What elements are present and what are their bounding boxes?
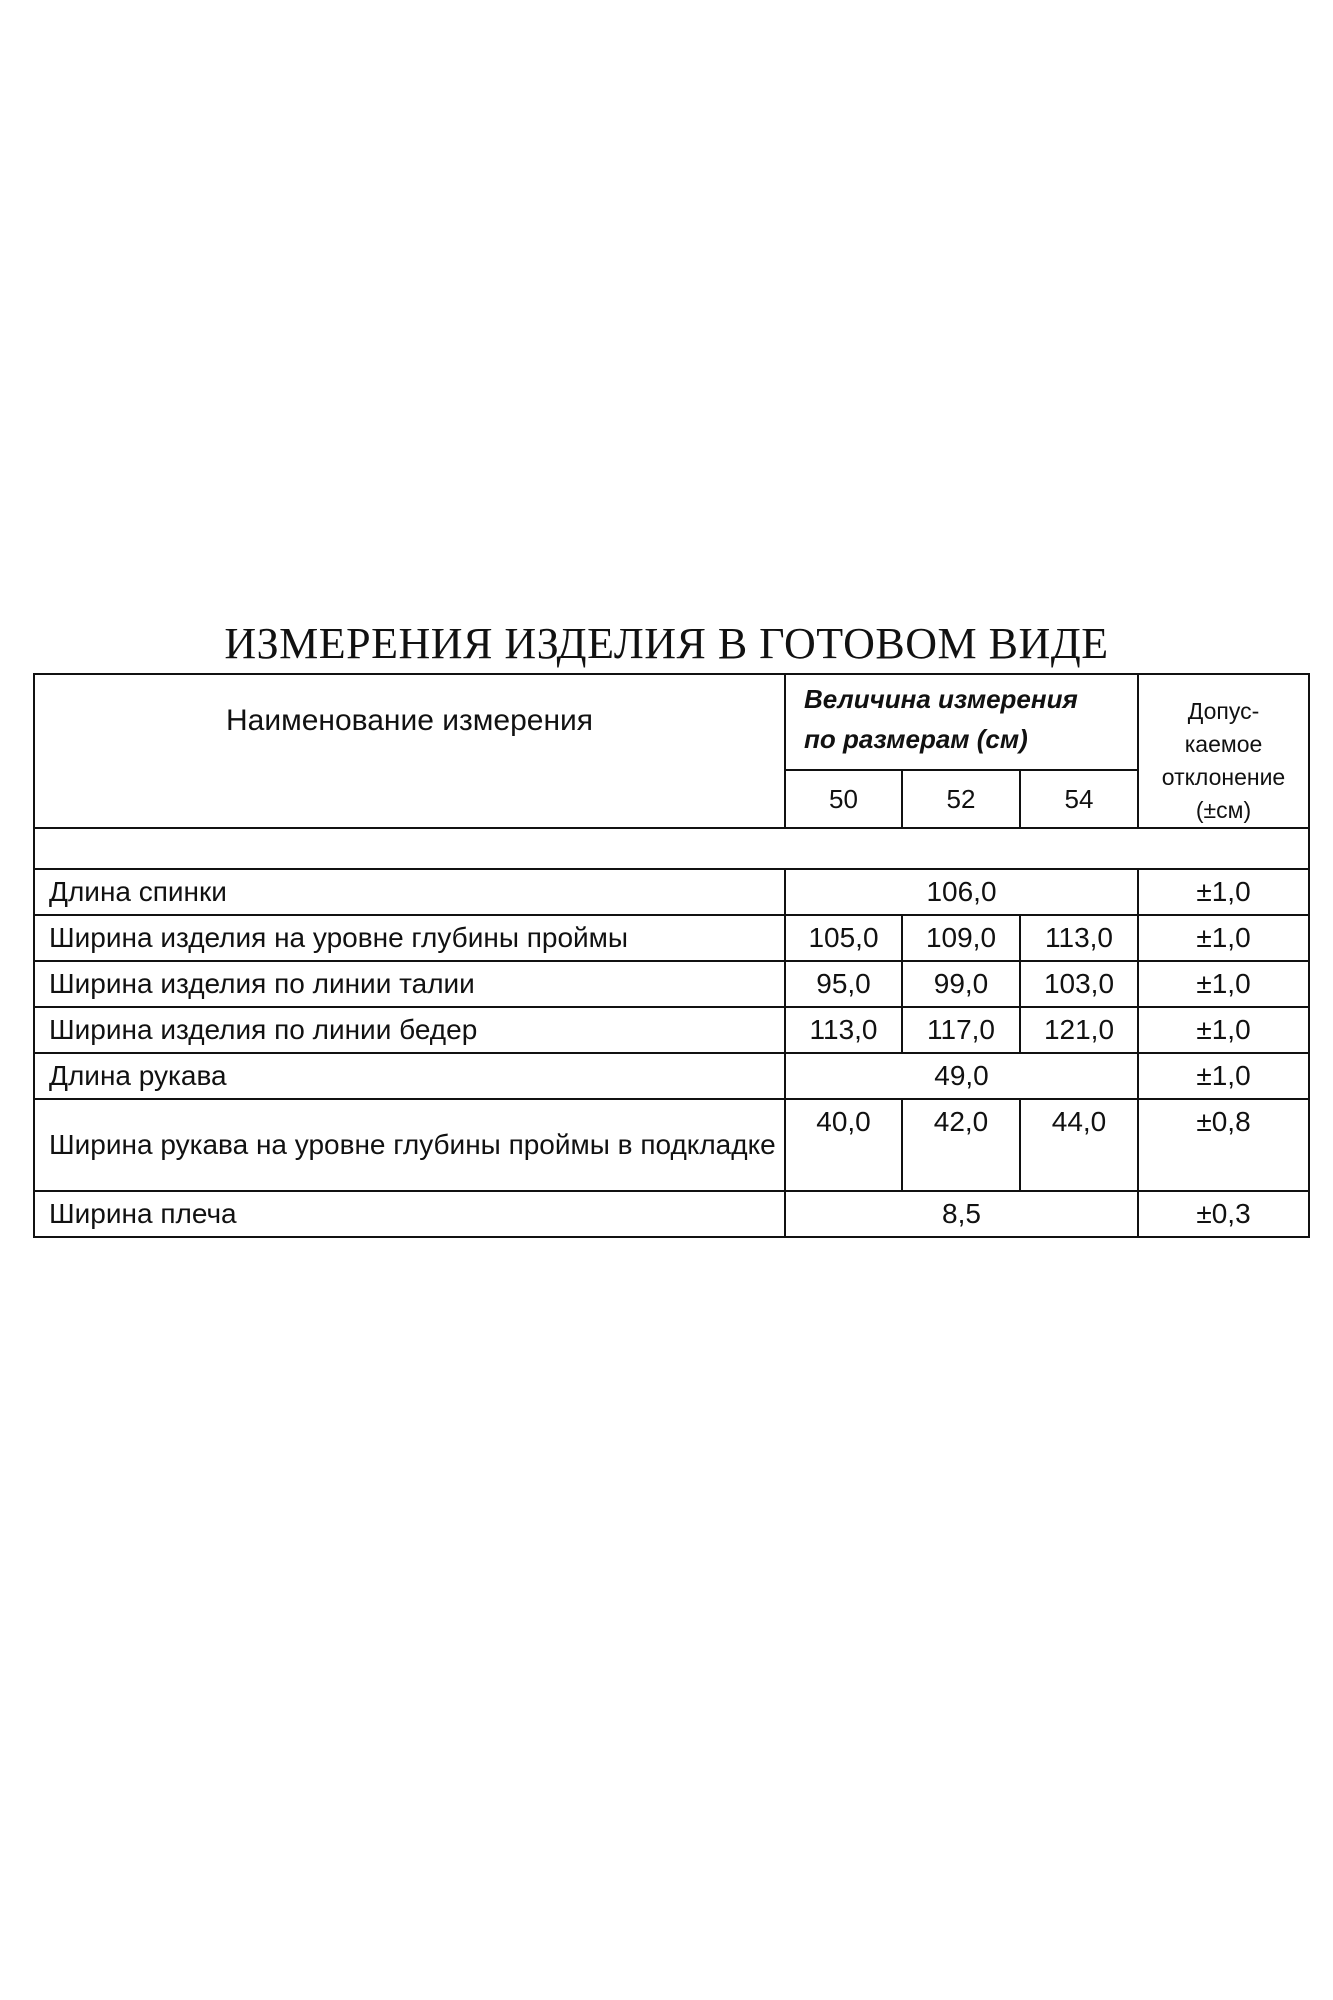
measurement-value-52: 117,0 (902, 1007, 1020, 1053)
tolerance-value: ±1,0 (1138, 1053, 1309, 1099)
tolerance-value: ±1,0 (1138, 961, 1309, 1007)
measurement-name: Ширина изделия по линии бедер (34, 1007, 785, 1053)
tolerance-value: ±1,0 (1138, 1007, 1309, 1053)
size-50-header: 50 (785, 770, 902, 828)
tolerance-header-line: каемое (1184, 731, 1263, 757)
measurement-name: Ширина изделия по линии талии (34, 961, 785, 1007)
table-row (34, 1099, 1309, 1191)
table-row (34, 1007, 1309, 1053)
measurement-value-54: 44,0 (1020, 1099, 1138, 1191)
measurement-value-50: 40,0 (785, 1099, 902, 1191)
measurement-value-50: 105,0 (785, 915, 902, 961)
measurement-name: Ширина плеча (34, 1191, 785, 1237)
measurement-value-all-sizes: 106,0 (785, 869, 1138, 915)
measurement-value-50: 113,0 (785, 1007, 902, 1053)
tolerance-value: ±0,3 (1138, 1191, 1309, 1237)
table-row (34, 869, 1309, 915)
tolerance-value: ±1,0 (1138, 869, 1309, 915)
header-row (34, 674, 1309, 770)
measurement-value-all-sizes: 49,0 (785, 1053, 1138, 1099)
tolerance-value: ±1,0 (1138, 915, 1309, 961)
measurement-value-50: 95,0 (785, 961, 902, 1007)
tolerance-header-line: отклонение (1161, 764, 1286, 790)
measurement-name: Длина спинки (34, 869, 785, 915)
document-title: ИЗМЕРЕНИЯ ИЗДЕЛИЯ В ГОТОВОМ ВИДЕ (224, 619, 1109, 668)
tolerance-header-line: (±см) (1195, 797, 1252, 823)
spacer-cell (34, 828, 1309, 869)
measurement-value-52: 42,0 (902, 1099, 1020, 1191)
spacer-row (34, 828, 1309, 869)
measurement-value-54: 113,0 (1020, 915, 1138, 961)
measurement-value-54: 121,0 (1020, 1007, 1138, 1053)
table-row (34, 1053, 1309, 1099)
size-values-header-line1: Величина измерения (804, 684, 1078, 714)
table-row (34, 915, 1309, 961)
tolerance-header-line: Допус- (1187, 698, 1260, 724)
measurement-name-header: Наименование измерения (34, 674, 785, 828)
measurements-table (33, 673, 1310, 1238)
table-row (34, 961, 1309, 1007)
tolerance-value: ±0,8 (1138, 1099, 1309, 1191)
size-values-header-line2: по размерам (см) (804, 724, 1028, 754)
measurement-value-54: 103,0 (1020, 961, 1138, 1007)
measurement-name: Ширина рукава на уровне глубины проймы в подкладке (34, 1099, 785, 1191)
measurement-value-52: 109,0 (902, 915, 1020, 961)
tolerance-header (1138, 674, 1309, 828)
size-52-header: 52 (902, 770, 1020, 828)
measurement-value-52: 99,0 (902, 961, 1020, 1007)
measurement-name: Длина рукава (34, 1053, 785, 1099)
table-row (34, 1191, 1309, 1237)
measurement-value-all-sizes: 8,5 (785, 1191, 1138, 1237)
size-54-header: 54 (1020, 770, 1138, 828)
size-values-header (785, 674, 1138, 770)
measurement-name: Ширина изделия на уровне глубины проймы (34, 915, 785, 961)
